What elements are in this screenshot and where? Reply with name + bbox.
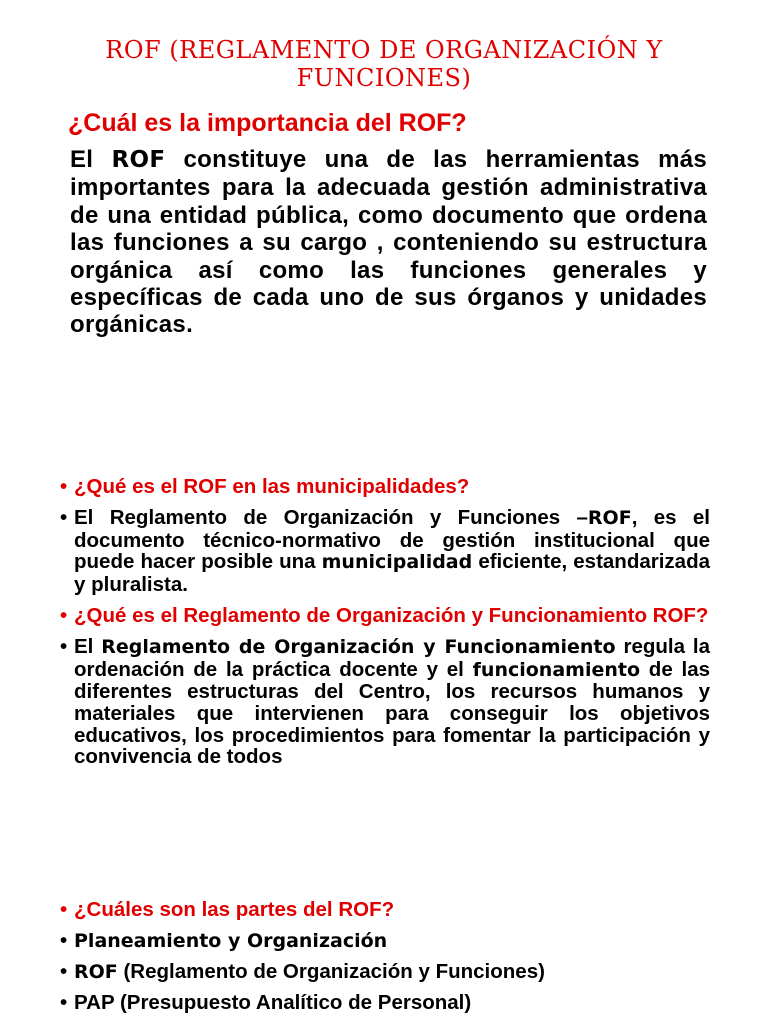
funcionamiento-question-item — [60, 605, 710, 627]
bullet-icon: • — [60, 634, 68, 658]
intro-text: constituye una de las herramientas más importantes para la adecuada gestión administrativa de una entidad pública, como documento que ordena las funciones a su cargo , conteniendo su estructura orgánica así como las funciones generales y específicas de cada uno de sus órganos y unidades orgánicas. — [70, 146, 708, 339]
municipal-question-item — [60, 476, 710, 498]
municipal-text-a: El Reglamento de Organización y Funciones – — [74, 506, 588, 529]
bullet-icon: • — [60, 960, 68, 983]
funcionamiento-question: ¿Qué es el Reglamento de Organización y Funcionamiento ROF? — [74, 603, 709, 627]
partes-item-pap — [60, 988, 710, 1018]
funcionamiento-term-a: Reglamento de Organización y Funcionamiento — [101, 635, 616, 658]
municipal-term-rof: ROF — [587, 507, 632, 529]
bullet-icon: • — [60, 991, 68, 1014]
bullet-icon: • — [60, 898, 68, 921]
municipal-answer-item — [60, 507, 710, 596]
partes-item-rof — [60, 957, 710, 987]
funcionamiento-lead: El — [74, 634, 94, 658]
funcionamiento-answer-item — [60, 636, 710, 768]
intro-lead: El — [70, 146, 94, 173]
bullet-icon: • — [60, 603, 68, 627]
municipal-text-b: , es el documento técnico-normativo de gestión institucional que puede hacer posible una — [74, 506, 710, 574]
bullet-icon: • — [60, 929, 68, 952]
partes-item-planeamiento — [60, 926, 710, 956]
intro-term-rof: ROF — [111, 147, 166, 173]
funcionamiento-text-a: regula la ordenación de la práctica docente y el — [74, 634, 711, 681]
funcionamiento-term-b: funcionamiento — [472, 658, 641, 681]
importance-question: ¿Cuál es la importancia del ROF? — [68, 109, 467, 137]
bullet-icon: • — [60, 475, 68, 498]
bullet-icon: • — [60, 506, 68, 529]
municipal-text-c: eficiente, estandarizada y pluralista. — [74, 550, 710, 597]
funcionamiento-text-b: de las diferentes estructuras del Centro, los recursos humanos y materiales que intervienen para conseguir los objetivos educativos, los procedimientos para fomentar la participación y convivencia de todos — [74, 657, 710, 769]
document-title: ROF (REGLAMENTO DE ORGANIZACIÓN Y FUNCIONES) — [105, 36, 663, 92]
partes-item1-text: Planeamiento y Organización — [74, 930, 388, 952]
importance-paragraph — [70, 146, 707, 339]
municipal-section — [60, 476, 710, 777]
municipal-question: ¿Qué es el ROF en las municipalidades? — [74, 475, 470, 498]
partes-item2-term: ROF — [74, 961, 118, 983]
partes-section — [60, 895, 710, 1019]
partes-question: ¿Cuáles son las partes del ROF? — [74, 898, 395, 921]
partes-item3-text: PAP (Presupuesto Analítico de Personal) — [74, 991, 472, 1014]
municipal-term-muni: municipalidad — [321, 551, 473, 574]
partes-question-item — [60, 895, 710, 925]
partes-item2-text: (Reglamento de Organización y Funciones) — [123, 960, 545, 983]
